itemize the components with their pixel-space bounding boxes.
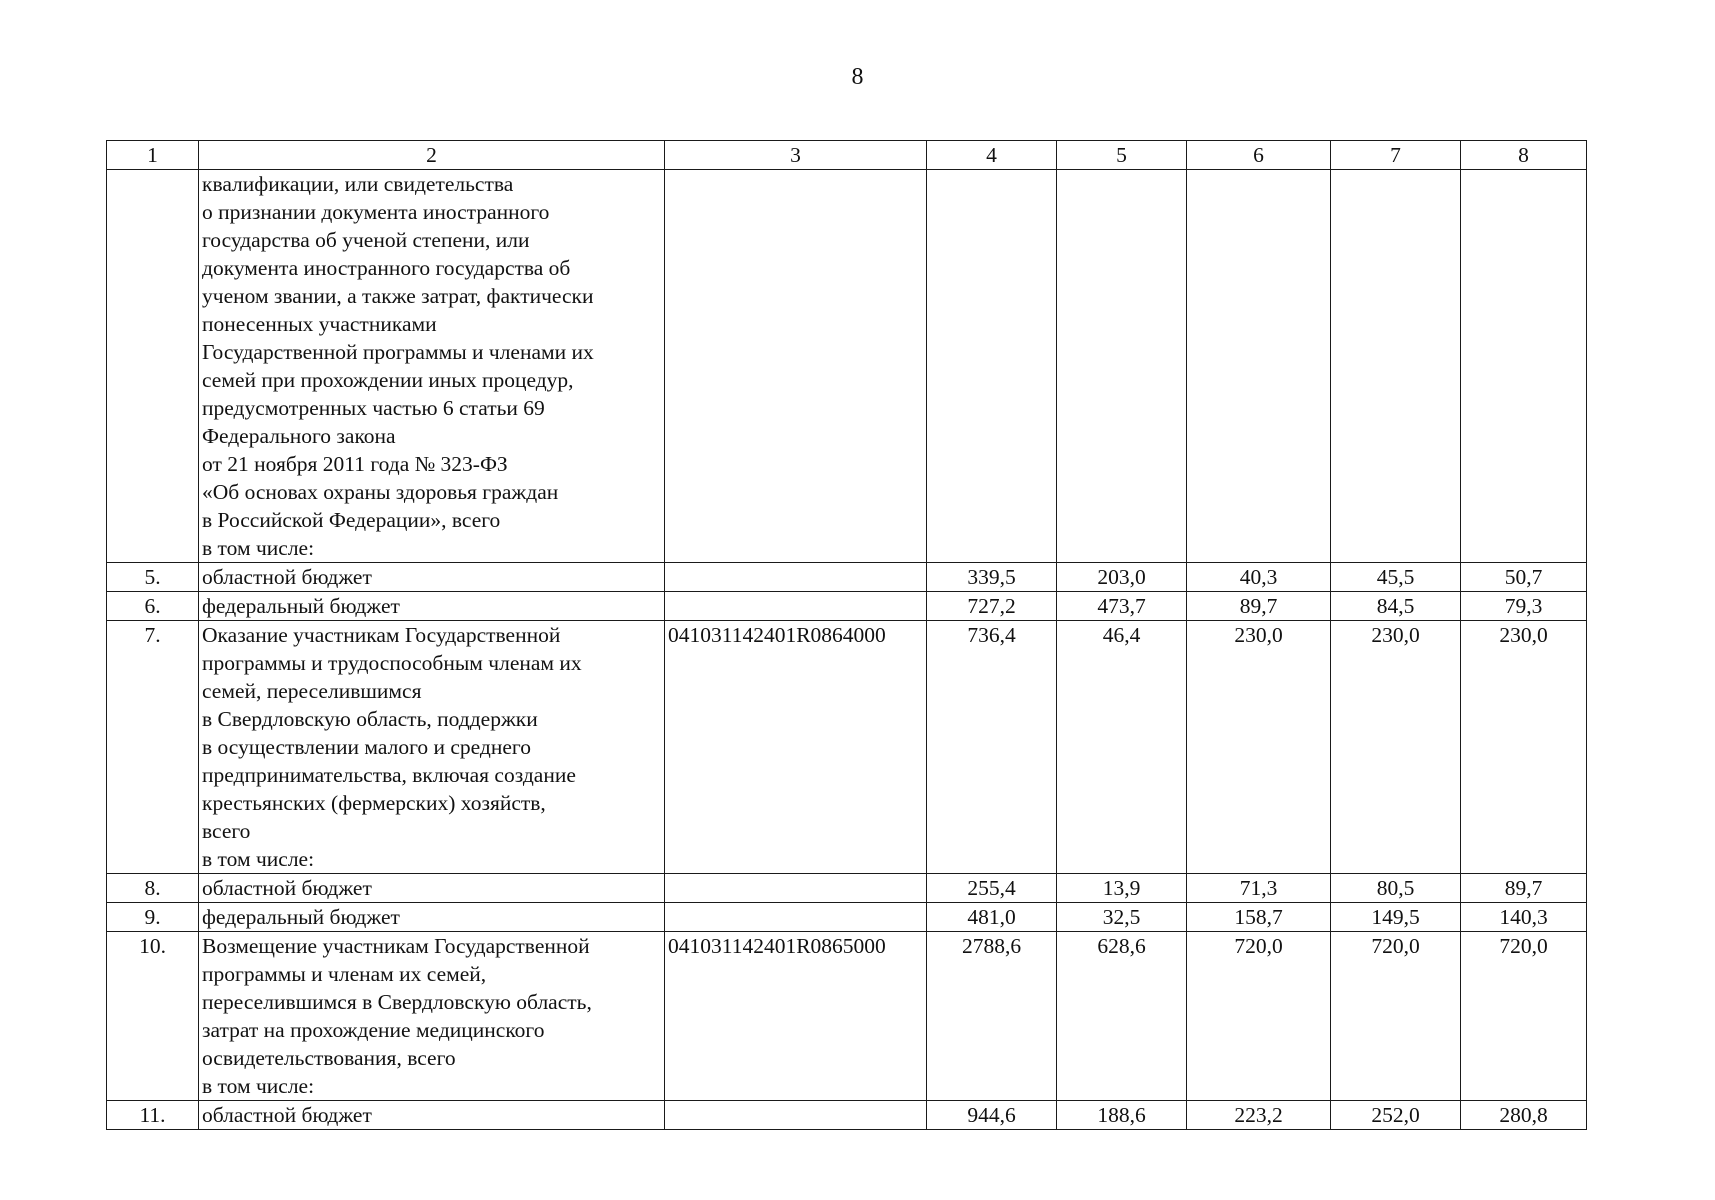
table-row bbox=[107, 170, 1587, 563]
row-number: 6. bbox=[107, 592, 199, 621]
row-value: 50,7 bbox=[1461, 563, 1587, 592]
row-value: 89,7 bbox=[1461, 874, 1587, 903]
row-value bbox=[1187, 170, 1331, 563]
row-code bbox=[665, 1101, 927, 1130]
row-number: 11. bbox=[107, 1101, 199, 1130]
row-code bbox=[665, 903, 927, 932]
row-value: 230,0 bbox=[1331, 621, 1461, 874]
row-value: 80,5 bbox=[1331, 874, 1461, 903]
row-description: областной бюджет bbox=[199, 874, 665, 903]
row-value: 481,0 bbox=[927, 903, 1057, 932]
row-code bbox=[665, 874, 927, 903]
row-value: 40,3 bbox=[1187, 563, 1331, 592]
column-header: 7 bbox=[1331, 141, 1461, 170]
row-number: 7. bbox=[107, 621, 199, 874]
row-value: 944,6 bbox=[927, 1101, 1057, 1130]
row-description: квалификации, или свидетельства о признании документа иностранного государства об ученой степени, или документа иностранного государства об ученом звании, а также затрат, фактически понесенных участниками Государственной программы и членами их семей при прохождении иных процедур, предусмотренных частью 6 статьи 69 Федерального закона от 21 ноября 2011 года № 323-ФЗ «Об основах охраны здоровья граждан в Российской Федерации», всего в том числе: bbox=[199, 170, 665, 563]
budget-table bbox=[106, 140, 1587, 1130]
row-code: 041031142401R0865000 bbox=[665, 932, 927, 1101]
row-value: 230,0 bbox=[1461, 621, 1587, 874]
row-number: 5. bbox=[107, 563, 199, 592]
row-value: 140,3 bbox=[1461, 903, 1587, 932]
row-code: 041031142401R0864000 bbox=[665, 621, 927, 874]
row-value: 2788,6 bbox=[927, 932, 1057, 1101]
table-header-row bbox=[107, 141, 1587, 170]
row-number: 9. bbox=[107, 903, 199, 932]
table-row bbox=[107, 932, 1587, 1101]
row-value: 203,0 bbox=[1057, 563, 1187, 592]
row-value: 188,6 bbox=[1057, 1101, 1187, 1130]
row-value: 720,0 bbox=[1461, 932, 1587, 1101]
row-description: Возмещение участникам Государственной программы и членам их семей, переселившимся в Свердловскую область, затрат на прохождение медицинского освидетельствования, всего в том числе: bbox=[199, 932, 665, 1101]
row-value bbox=[1461, 170, 1587, 563]
row-value: 149,5 bbox=[1331, 903, 1461, 932]
table-row bbox=[107, 1101, 1587, 1130]
row-number bbox=[107, 170, 199, 563]
row-code bbox=[665, 592, 927, 621]
row-description: областной бюджет bbox=[199, 563, 665, 592]
row-description: Оказание участникам Государственной программы и трудоспособным членам их семей, переселившимся в Свердловскую область, поддержки в осуществлении малого и среднего предпринимательства, включая создание крестьянских (фермерских) хозяйств, всего в том числе: bbox=[199, 621, 665, 874]
row-value: 158,7 bbox=[1187, 903, 1331, 932]
row-value: 230,0 bbox=[1187, 621, 1331, 874]
row-number: 8. bbox=[107, 874, 199, 903]
row-value: 727,2 bbox=[927, 592, 1057, 621]
row-value: 89,7 bbox=[1187, 592, 1331, 621]
row-value: 252,0 bbox=[1331, 1101, 1461, 1130]
row-value: 720,0 bbox=[1331, 932, 1461, 1101]
table-row bbox=[107, 903, 1587, 932]
row-value: 13,9 bbox=[1057, 874, 1187, 903]
row-value: 628,6 bbox=[1057, 932, 1187, 1101]
table-row bbox=[107, 592, 1587, 621]
row-value: 473,7 bbox=[1057, 592, 1187, 621]
row-description: федеральный бюджет bbox=[199, 592, 665, 621]
row-value: 223,2 bbox=[1187, 1101, 1331, 1130]
column-header: 3 bbox=[665, 141, 927, 170]
row-value bbox=[1331, 170, 1461, 563]
row-value: 79,3 bbox=[1461, 592, 1587, 621]
row-number: 10. bbox=[107, 932, 199, 1101]
page-number: 8 bbox=[851, 64, 864, 90]
row-value: 32,5 bbox=[1057, 903, 1187, 932]
column-header: 2 bbox=[199, 141, 665, 170]
row-value: 71,3 bbox=[1187, 874, 1331, 903]
column-header: 1 bbox=[107, 141, 199, 170]
table-row bbox=[107, 621, 1587, 874]
row-code bbox=[665, 170, 927, 563]
column-header: 5 bbox=[1057, 141, 1187, 170]
row-value bbox=[927, 170, 1057, 563]
column-header: 6 bbox=[1187, 141, 1331, 170]
table-row bbox=[107, 563, 1587, 592]
row-value: 46,4 bbox=[1057, 621, 1187, 874]
row-value: 280,8 bbox=[1461, 1101, 1587, 1130]
row-value: 45,5 bbox=[1331, 563, 1461, 592]
row-value: 255,4 bbox=[927, 874, 1057, 903]
row-value: 84,5 bbox=[1331, 592, 1461, 621]
column-header: 4 bbox=[927, 141, 1057, 170]
table-row bbox=[107, 874, 1587, 903]
row-value: 339,5 bbox=[927, 563, 1057, 592]
row-code bbox=[665, 563, 927, 592]
row-value: 720,0 bbox=[1187, 932, 1331, 1101]
row-value: 736,4 bbox=[927, 621, 1057, 874]
row-description: областной бюджет bbox=[199, 1101, 665, 1130]
column-header: 8 bbox=[1461, 141, 1587, 170]
row-value bbox=[1057, 170, 1187, 563]
row-description: федеральный бюджет bbox=[199, 903, 665, 932]
